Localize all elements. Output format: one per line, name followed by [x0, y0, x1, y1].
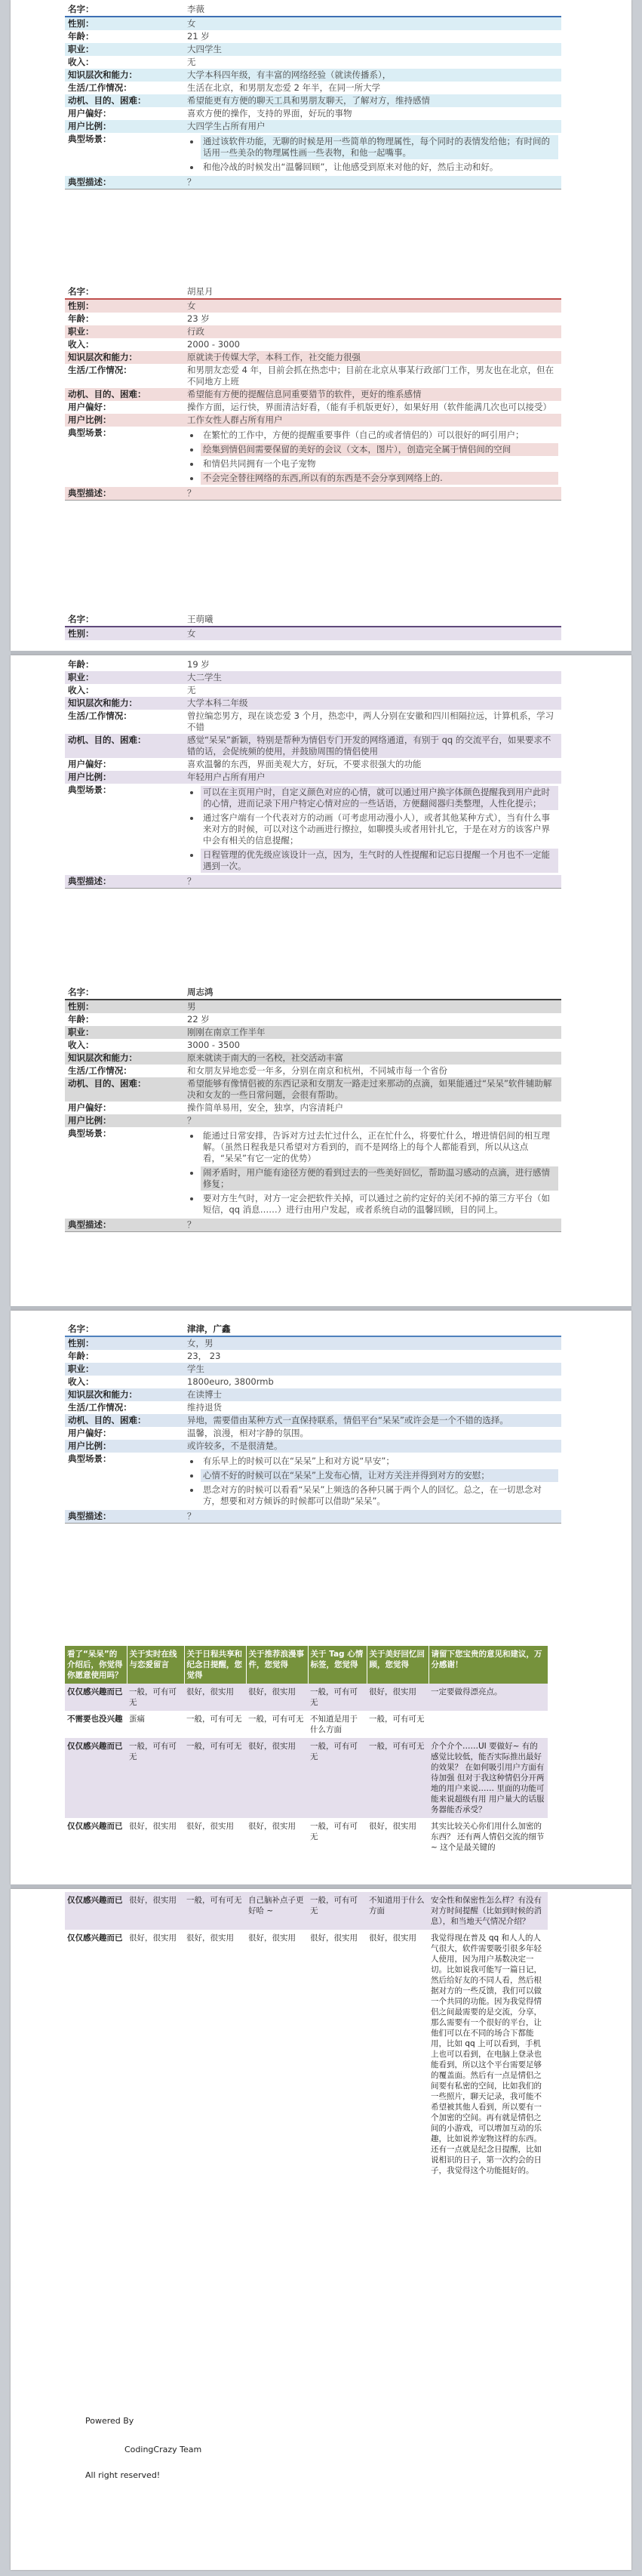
list-item: • 有乐早上的时候可以在“呆呆”上和对方说“早安”；	[201, 1455, 558, 1468]
survey-table	[65, 1646, 548, 1856]
table-row: 仅仅感兴趣而已 一般，可有可无 一般，可有可无 很好，很实用 一般，可有可无 一般，可有可无 介个介个……UI 要做好~ 有的感觉比较低，能否实际推出最好的效果？ 在如何吸引用户方面有待加强 但对于我这种情侣分开两地的用户来说…… 里面的功能可能来说超级有用 用户量大的话服务器能否承受？	[65, 1738, 548, 1818]
list-item: • 绘集到情侣间需要保留的美好的会议（文本，图片），创造完全属于情侣间的空间	[201, 443, 558, 456]
table-row: 仅仅感兴趣而已 很好，很实用 很好，很实用 很好，很实用 很好，很实用 很好，很实用 我觉得现在普及 qq 和人人的人气很大，软件需要吸引很多年轻人使用，因为用户基数决定一切。比如说我可能写一篇日记，然后给好友的不同人看，然后根据对方的一些反馈，我们可以做一个共同的功能。因为我觉得情侣之间最需要的是交流，分享，那么需要有一个很好的平台，让他们可以在不同的场合下都能用，比如 qq 上可以看到，手机上也可以看到，在电脑上登录也能看到，所以这个平台需要足够的覆盖面。然后有一点是情侣之间要有私密的空间，比如我们的一些照片，聊天记录，我可能不希望被其他人看到，所以要有一个加密的空间。再有就是情侣之间的小游戏，可以增加互动的乐趣，比如说养宠物这样的东西。还有一点就是纪念日提醒，比如说相识的日子，第一次约会的日子，我觉得这个功能挺好的。	[65, 1930, 548, 2179]
list-item: • 思念对方的时候可以看看“呆呆”上频选的各种只属于两个人的回忆。总之，在一切思念对方，想要和对方倾诉的时候都可以借助“呆呆”。	[201, 1484, 558, 1508]
list-item: • 通过该软件功能，无聊的时候是用一些简单的物理属性，每个同时的表情发给他；有时间的话用一些美杂的物理属性画一些表物，和他一起嘴事。	[201, 135, 558, 159]
survey-header: 关于日程共享和纪念日提醒，您觉得	[184, 1646, 246, 1684]
survey-header: 关于推荐浪漫事件，您觉得	[246, 1646, 308, 1684]
table-row: 仅仅感兴趣而已 很好，很实用 一般，可有可无 自己脑补点子更好哈 ~ 一般，可有可无 不知道用于什么方面 安全性和保密性怎么样？有没有对方时间提醒（比如到时候的消息），和当地天气情况介绍？	[65, 1892, 548, 1930]
persona-name: 津津，广鑫	[184, 1323, 561, 1336]
table-row: 仅仅感兴趣而已 很好，很实用 很好，很实用 很好，很实用 一般，可有可无 很好，很实用 其实比较关心你们用什么加密的东西？ 还有两人情侣交流的细节~ 这个是最关键的	[65, 1818, 548, 1856]
list-item: • 和情侣共同拥有一个电子宠物	[201, 458, 558, 470]
survey-header: 关于美好回忆回顾，您觉得	[367, 1646, 429, 1684]
persona-table-2: 名字： 胡星月 性别： 女 年龄： 23 岁 职业： 行政 收入： 2000 - 3000 知识层次和能力： 原就读于传媒大学，本科工作，社交能力很强 生活/工作情况： 和男朋友恋爱 4 年，目前会抓在热恋中；目前在北京从事某行政部门工作，男友也在北京，但在不同地方上班 动机、目的、困难： 希望能有方便的提醒信息同重要猎节的软件，更好的维系感情 用户偏好： 操作方面，运行快，界面清洁好看，（能有手机版更好），如果好用（软件能满几次也可以接受） 用户比例： 工作女性人群占所有用户 典型场景： • 在繁忙的工作中，方便的提醒重要事件（自己的或者情侣的）可以很好的呵引用户； • 绘集到情侣间需要保留的美好的会议（文本，图片），创造完全属于情侣间的空间 • 和情侣共同拥有一个电子宠物 • 不会完全替往网络的东西,所以有的东西是不会分享到网络上的. 典型描述： ？	[65, 285, 561, 501]
list-item: • 不会完全替往网络的东西,所以有的东西是不会分享到网络上的.	[201, 472, 558, 485]
table-row: 不需要也没兴趣 蛋痛 一般，可有可无 一般，可有可无 不知道是用于什么方面 一般，可有可无	[65, 1711, 548, 1738]
list-item: • 可以在主页用户时，自定义颜色对应的心情，就可以通过用户换字体颜色提醒我到用户此时的心情，进而记录下用户特定心情对应的一些话语，方便翻阅器归类整理，人性化提示；	[201, 786, 558, 810]
list-item: • 能通过日常安排，告诉对方过去忙过什么，正在忙什么，将要忙什么，增进情侣间的相互理解。（虽然日程我是只希望对方看到的，而不是网络上的每个人都能看到，所以从这点看，“呆呆”有它一定的优势）	[201, 1129, 558, 1165]
persona-table-3-body: 年龄： 19 岁 职业： 大二学生 收入： 无 知识层次和能力： 大学本科二年级 生活/工作情况： 曾拉编恋男方，现在谈恋爱 3 个月，热恋中，两人分别在安徽和四川相隔拉远，计算机系，学习不错 动机、目的、困难： 感觉“呆呆”新颖，特别是帮种为情侣专门开发的网络通道，有别于 qq 的交流平台，如果要求不错的话，会促统频的使用，并鼓励周围的情侣使用 用户偏好： 喜欢温馨的东西，界面美观大方，好玩，不要求很强大的功能 用户比例： 年轻用户占所有用户 典型场景： • 可以在主页用户时，自定义颜色对应的心情，就可以通过用户换字体颜色提醒我到用户此时的心情，进而记录下用户特定心情对应的一些话语，方便翻阅器归类整理，人性化提示； • 通过客户端有一个代表对方的动画（可考虑用动漫小人），或者其他某种方式），当有什么事来对方的时候，可以对这个动画进行擦拉，如聊摸头或者用针扎它，于是在对方的该客户界中会有相关的信息提醒； • 日程管理的优先级应该设计一点，因为，生气时的人性提醒和记忘日提醒一个月也不一定能遇到一次。 典型描述： ？	[65, 658, 561, 889]
persona-table-4: 名字： 周志鸿 性别： 男 年龄： 22 岁 职业： 刚刚在南京工作半年 收入： 3000 - 3500 知识层次和能力： 原来就读于南大的一名校，社交活动丰富 生活/工作情况： 和女朋友异地恋爱一年多，分别在南京和杭州，不同城市每一个省份 动机、目的、困难： 希望能够有像情侣被的东西记录和女朋友一路走过来那动的点滴，如果能通过“呆呆”软件辅助解决和女友的一些日常问题，会很有帮助。 用户偏好： 操作简单易用，安全，独享，内容清耗户 用户比例： ？ 典型场景： • 能通过日常安排，告诉对方过去忙过什么，正在忙什么，将要忙什么，增进情侣间的相互理解。（虽然日程我是只希望对方看到的，而不是网络上的每个人都能看到，所以从这点看，“呆呆”有它一定的优势） • 闹矛盾时，用户能有途径方便的看到过去的一些美好回忆，帮助温习感动的点滴，进行感情修复； • 要对方生气时，对方一定会把软件关掉，可以通过之前约定好的关闭不掉的第三方平台（如短信，qq 消息……）进行由用户发起，或者系统自动的温馨回顾，目的同上。 典型描述： ？	[65, 986, 561, 1232]
survey-table-continued	[65, 1892, 548, 2179]
survey-header: 请留下您宝贵的意见和建议，万分感谢！	[429, 1646, 548, 1684]
survey-header: 关于 Tag 心情标签，您觉得	[308, 1646, 367, 1684]
scenario-list	[201, 1455, 558, 1508]
footer-team: CodingCrazy Team	[124, 2445, 202, 2454]
list-item: • 日程管理的优先级应该设计一点，因为，生气时的人性提醒和记忘日提醒一个月也不一定能遇到一次。	[201, 849, 558, 873]
list-item: • 在繁忙的工作中，方便的提醒重要事件（自己的或者情侣的）可以很好的呵引用户；	[201, 429, 558, 442]
list-item: • 要对方生气时，对方一定会把软件关掉，可以通过之前约定好的关闭不掉的第三方平台（如短信，qq 消息……）进行由用户发起，或者系统自动的温馨回顾，目的同上。	[201, 1192, 558, 1216]
persona-table-3-head: 名字： 王萌曦 性别： 女	[65, 613, 561, 640]
list-item: • 心情不好的时候可以在“呆呆”上发布心情，让对方关注并得到对方的安慰；	[201, 1469, 558, 1482]
scenario-list	[201, 429, 558, 485]
persona-name: 胡星月	[184, 285, 561, 299]
scenario-list	[201, 786, 558, 873]
persona-table-5: 名字： 津津，广鑫 性别： 女，男 年龄： 23， 23 职业： 学生 收入： 1800euro, 3800rmb 知识层次和能力： 在读博士 生活/工作情况： 维持退货 动机、目的、困难： 异地，需要借由某种方式一直保持联系，情侣平台“呆呆”或许会是一个不错的选择。 用户偏好： 温馨，浪漫，相对字静的氛围。 用户比例： 或许较多，不是很清楚。 典型场景： • 有乐早上的时候可以在“呆呆”上和对方说“早安”； • 心情不好的时候可以在“呆呆”上发布心情，让对方关注并得到对方的安慰； • 思念对方的时候可以看看“呆呆”上频选的各种只属于两个人的回忆。总之，在一切思念对方，想要和对方倾诉的时候都可以借助“呆呆”。 典型描述： ？	[65, 1323, 561, 1524]
footer-powered: Powered By	[85, 2416, 134, 2426]
list-item: • 和他冷战的时候发出“温馨回顾”，让他感受到原来对他的好，然后主动和好。	[201, 161, 558, 174]
persona-table-1: 名字： 李薇 性别： 女 年龄： 21 岁 职业： 大四学生 收入： 无 知识层次和能力： 大学本科四年级，有丰富的网络经验（就读传播系）， 生活/工作情况： 生活在北京，和男朋友恋爱 2 年半，在同一所大学 动机、目的、困难： 希望能更有方便的聊天工具和男朋友聊天，了解对方，维持感情 用户偏好： 喜欢方便的操作，支持的界面，好玩的事物 用户比例： 大四学生占所有用户 典型场景： • 通过该软件功能，无聊的时候是用一些简单的物理属性，每个同时的表情发给他；有时间的话用一些美杂的物理属性画一些表物，和他一起嘴事。 • 和他冷战的时候发出“温馨回顾”，让他感受到原来对他的好，然后主动和好。 典型描述： ？	[65, 3, 561, 190]
footer-rights: All right reserved!	[85, 2470, 161, 2480]
scenario-list	[201, 135, 558, 174]
survey-header: 关于实时在线与恋爱留言	[127, 1646, 184, 1684]
survey-header: 看了“呆呆”的介绍后，你觉得你愿意使用吗？	[65, 1646, 127, 1684]
list-item: • 闹矛盾时，用户能有途径方便的看到过去的一些美好回忆，帮助温习感动的点滴，进行感情修复；	[201, 1166, 558, 1191]
list-item: • 通过客户端有一个代表对方的动画（可考虑用动漫小人），或者其他某种方式），当有什么事来对方的时候，可以对这个动画进行擦拉，如聊摸头或者用针扎它，于是在对方的该客户界中会有相关的信息提醒；	[201, 812, 558, 847]
persona-name: 李薇	[184, 3, 561, 17]
persona-name: 周志鸿	[184, 986, 561, 1000]
table-row: 仅仅感兴趣而已 一般，可有可无 很好，很实用 很好，很实用 一般，可有可无 很好，很实用 一定要做得漂亮点。	[65, 1684, 548, 1711]
survey-header-row	[65, 1646, 548, 1684]
scenario-list	[201, 1129, 558, 1216]
persona-name: 王萌曦	[184, 613, 561, 627]
